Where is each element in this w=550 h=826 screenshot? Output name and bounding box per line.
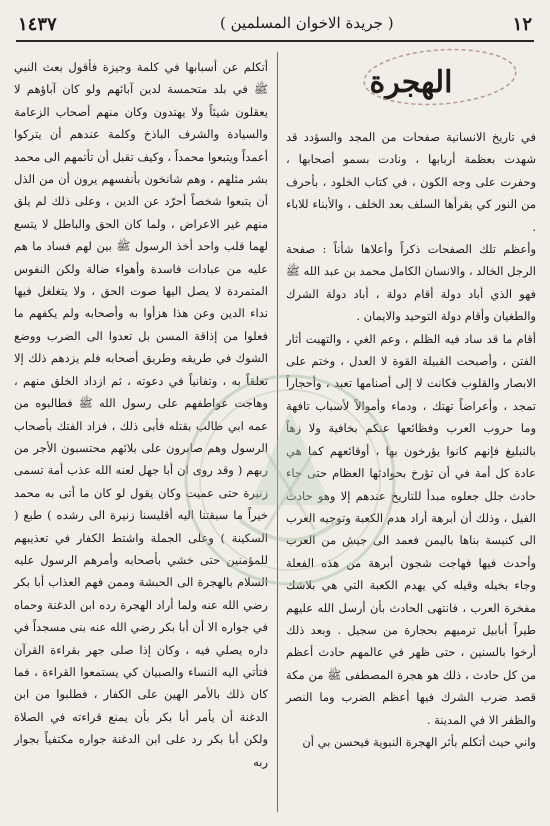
article-title: الهجرة: [369, 65, 453, 100]
right-paragraph-4: واني حيث أتكلم بأثر الهجرة النبوية فيحسن بي أن: [302, 734, 536, 749]
page-header: [0, 0, 550, 44]
right-paragraph-3: أقام ما قد ساد فيه الظلم ، وعم الغي ، والتهبت أثار الفتن ، وأصبحت القبيلة القوة لا العدل ، وختم على الابصار والقلوب فكانت لا إلى أصنامها تعبد ، وأحجاراً تمجد ، وأعراضاً تهتك ، ودماء وأموالاً لأسباب تافهة وما حروب العرب وفظائعها عنكم بخافية ولا زهاً بالتبليغ فإنهم كانوا يؤرخون بها ، أوقائعهم كما هي عادة كل أمة في أن تؤرخ بحوادثها العظام حتى جاء حادث جلل جعلوه مبدأ للتاريخ عندهم إلا وهو حادث الفيل ، وذلك أن أبرهة أراد هدم الكعبة وتوجيه العرب الى كنيسة بناها باليمن فعمد الى جيش من العرب وأحدث فيها فهاجت شجون أبرهة من هذه الفعلة وجاء بخيله وقيله كي يهدم الكعبة التي هي بلاشك مفخرة العرب ، فانتهى الحادث بأن أرسل الله عليهم طيراً أبابيل ترميهم بحجارة من سجيل . وبعد ذلك أرخوا بالسنين ، حتى ظهر في عالمهم حادث أعظم من كل حادث ، ذلك هو هجرة المصطفى ﷺ من مكة قصد ضرب الشرك فيها أعظم الضرب وما النصر والظفر الا في المدينة .: [286, 331, 536, 727]
column-divider: [277, 52, 278, 812]
left-column: [14, 56, 268, 812]
page-number-left: ١٤٣٧: [18, 14, 57, 35]
header-rule: [16, 40, 534, 42]
page-number-right: ١٢: [512, 14, 532, 35]
journal-title: ( جريدة الاخوان المسلمين ): [220, 14, 394, 32]
right-paragraph-2: وأعظم تلك الصفحات ذكراً وأعلاها شأناً : صفحة الرجل الخالد ، والانسان الكامل محمد بن عبد الله ﷺ فهو الذي أباد دولة أقام دولة ، أباد دولة الشرك والطغيان وأقام دولة التوحيد والايمان .: [286, 242, 536, 324]
left-paragraph-1: أتكلم عن أسبابها في كلمة وجيزة فأقول بعث النبي ﷺ في بلد متحمسة لدين آبائهم ولو كان آباؤهم لا يعقلون شيئاً ولا يهتدون وكان منهم أصحاب الزعامة والسيادة والشرف الباذخ وكلمة عندهم أن يتركوا أعمداً ويتبعوا محمداً ، وكيف تقبل أن تأتمهم الى محمد بشر مثلهم ، وهم شانخون بأنفسهم يرون أن من الذل أن يتبعوا شخصاً أحرّد عن الدين ، وعلى ذلك لم يلق منهم غير الاعراض ، ولما كان الحق والباطل لا يتسع لهما قلب واحد أخذ الرسول ﷺ بين لهم فساد ما هم عليه من عبادات فاسدة وأهواء ضالة ولكن النفوس المتمردة لا يصل اليها صوت الحق ، ولا يتغلغل فيها نداء الدين وعن هذا هزأوا به وأصحابه ولم يكفهم ما فعلوا من إذاقة المسن بل تعدوا الى الضرب ووضع الشوك في طريقه وطريق أصحابه فلم يزدهم ذلك إلا تعلقاً به ، وتفانياً في دعوته ، ثم ازداد الخلق منهم ، وهاجت عواطفهم على رسول الله ﷺ فطالبوه من عمه ابي طالب بقتله فأبى ذلك ، فزاد الفتك بأصحاب الرسول وهم صابرون على بلائهم محتسبون الأجر من ربهم ( وقد روى ان أبا جهل لعنه الله عذب أمة تسمى زنيرة حتى عميت وكان يقول لو كان ما أتى به محمد خيراً ما سبقتنا اليه أقليسنا زنيرة الى رشده ) طبع ( السكينة ) وعلى الجملة واشتط الكفار في تعذيبهم للمؤمنين حتى خشي بأصحابه وأمرهم الرسول عليه السلام بالهجرة الى الحبشة وممن فهم العذاب أبا بكر رضي الله عنه ولما أراد الهجرة رده ابن الدغنة وحماه في جواره الا أن أبا بكر رضي الله عنه بنى مسجداً في داره يصلي فيه ، وكان إذا صلى جهر بقراءة القرآن فتأتي اليه النساء والصبيان كي يستمعوا القراءة ، فما كان ذلك بالأمر الهين على الكفار ، فطلبوا من ابن الدغنة أن يأمر أبا بكر بأن يمنع قراءته في الصلاة ولكن أبا بكر رد على ابن الدغنة جواره مكتفياً بجوار ربه: [14, 60, 268, 769]
right-column: [286, 56, 536, 812]
right-paragraph-1: في تاريخ الانسانية صفحات من المجد والسؤدد قد شهدت بعظمة أربابها ، ونادت بسمو أصحابها ، وحفرت على وجه الكون ، في كتاب الخلود ، بأحرف من النور كي يقرأها السلف بعد الخلف ، والأبناء للاباء .: [286, 130, 536, 234]
